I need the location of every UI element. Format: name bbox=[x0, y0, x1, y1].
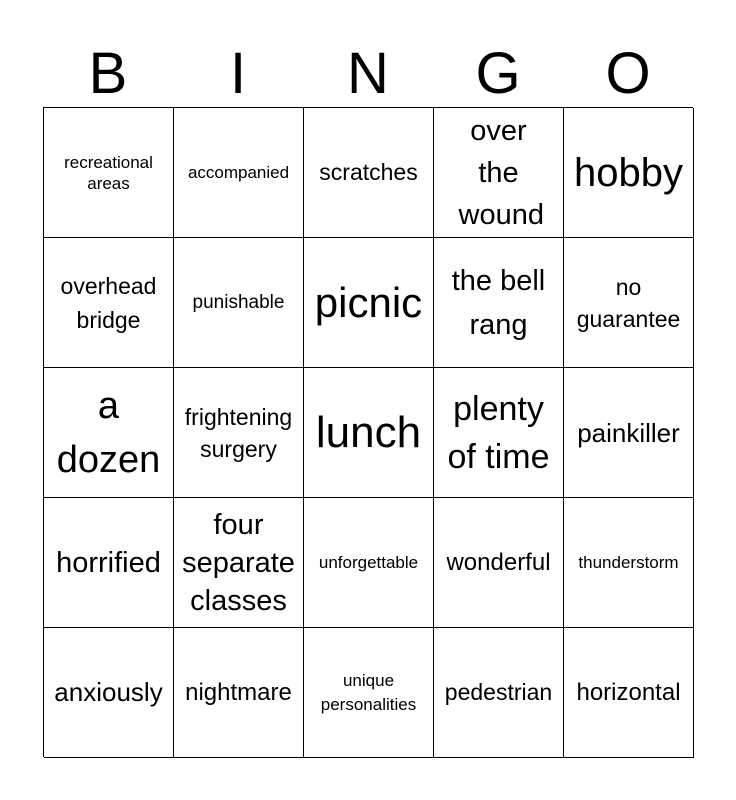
bingo-cell-r3c4[interactable] bbox=[434, 368, 564, 498]
bingo-cell-r4c1[interactable] bbox=[44, 498, 174, 628]
cell-text: punishable bbox=[192, 291, 285, 313]
bingo-cell-r5c2[interactable] bbox=[174, 628, 304, 758]
bingo-grid bbox=[43, 107, 693, 757]
bingo-cell-r1c5[interactable] bbox=[564, 108, 694, 238]
cell-text: unique personalities bbox=[320, 670, 417, 714]
header-letter-b: B bbox=[88, 41, 128, 106]
cell-text: thunderstorm bbox=[578, 553, 679, 572]
cell-text: four separate classes bbox=[182, 508, 295, 617]
bingo-cell-r2c4[interactable] bbox=[434, 238, 564, 368]
cell-text: recreational areas bbox=[64, 152, 153, 193]
cell-text: horizontal bbox=[576, 679, 681, 706]
cell-text: overhead bridge bbox=[60, 272, 157, 333]
cell-text: painkiller bbox=[577, 417, 680, 448]
bingo-cell-r4c2[interactable] bbox=[174, 498, 304, 628]
bingo-header bbox=[43, 40, 693, 108]
cell-text: the bell rang bbox=[451, 264, 546, 341]
cell-text: over the wound bbox=[458, 114, 544, 231]
bingo-cell-r4c5[interactable] bbox=[564, 498, 694, 628]
bingo-cell-r5c5[interactable] bbox=[564, 628, 694, 758]
header-letter-n: N bbox=[347, 41, 389, 106]
cell-text: scratches bbox=[319, 159, 418, 185]
bingo-cell-r2c2[interactable] bbox=[174, 238, 304, 368]
bingo-cell-r2c1[interactable] bbox=[44, 238, 174, 368]
cell-text: nightmare bbox=[185, 679, 292, 706]
bingo-cell-r4c3[interactable] bbox=[304, 498, 434, 628]
bingo-cell-r1c1[interactable] bbox=[44, 108, 174, 238]
cell-text: wonderful bbox=[446, 549, 551, 576]
cell-text: plenty of time bbox=[447, 389, 550, 476]
bingo-cell-r4c4[interactable] bbox=[434, 498, 564, 628]
bingo-cell-r5c3[interactable] bbox=[304, 628, 434, 758]
bingo-cell-r1c4[interactable] bbox=[434, 108, 564, 238]
bingo-cell-r3c2[interactable] bbox=[174, 368, 304, 498]
cell-text: hobby bbox=[574, 150, 683, 195]
bingo-cell-r5c1[interactable] bbox=[44, 628, 174, 758]
cell-text: horrified bbox=[56, 546, 161, 579]
cell-text: unforgettable bbox=[318, 553, 419, 572]
bingo-cell-r3c1[interactable] bbox=[44, 368, 174, 498]
bingo-cell-r1c2[interactable] bbox=[174, 108, 304, 238]
bingo-cell-r2c3[interactable] bbox=[304, 238, 434, 368]
cell-text: pedestrian bbox=[444, 679, 553, 705]
cell-text: a dozen bbox=[56, 384, 161, 481]
cell-text: accompanied bbox=[187, 163, 290, 182]
cell-text: no guarantee bbox=[576, 273, 681, 332]
header-letter-i: I bbox=[229, 41, 247, 106]
header-letter-g: G bbox=[475, 41, 521, 106]
bingo-cell-r1c3[interactable] bbox=[304, 108, 434, 238]
bingo-cell-r5c4[interactable] bbox=[434, 628, 564, 758]
bingo-cell-r3c3[interactable] bbox=[304, 368, 434, 498]
cell-text: lunch bbox=[315, 407, 422, 457]
cell-text: frightening surgery bbox=[184, 403, 293, 462]
cell-text: picnic bbox=[314, 278, 423, 326]
bingo-cell-r3c5[interactable] bbox=[564, 368, 694, 498]
cell-text: anxiously bbox=[54, 677, 163, 707]
header-letter-o: O bbox=[605, 41, 651, 106]
bingo-cell-r2c5[interactable] bbox=[564, 238, 694, 368]
